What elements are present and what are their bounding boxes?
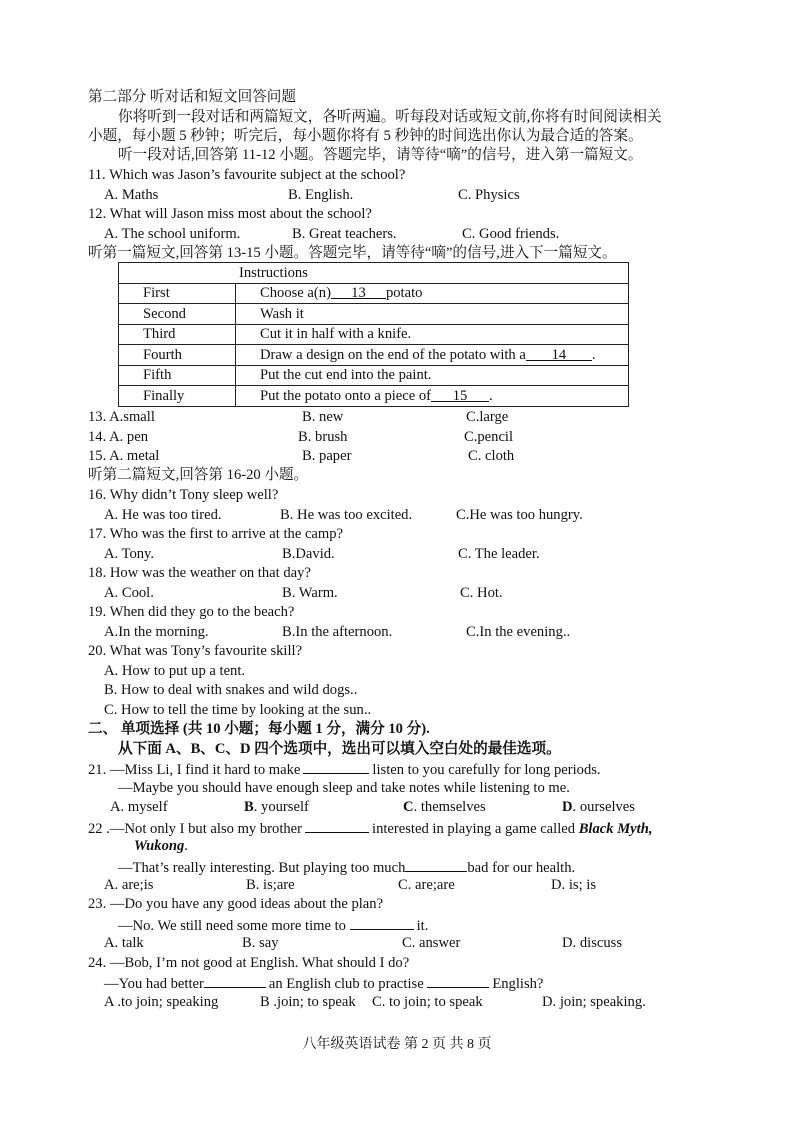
- table-header: Instructions: [119, 263, 629, 284]
- table-row: [119, 386, 629, 407]
- q20-stem: 20. What was Tony’s favourite skill?: [88, 643, 303, 659]
- q20-option-b: B. How to deal with snakes and wild dogs..: [104, 682, 358, 698]
- q19-option-b: B.In the afternoon.: [282, 624, 393, 640]
- q22-line-1-cont: Wukong.: [134, 838, 188, 854]
- q15-option-a: 15. A. metal: [88, 448, 160, 464]
- q18-option-c: C. Hot.: [460, 585, 503, 601]
- q21-option-c: C. themselves: [403, 799, 486, 815]
- step-label: Fourth: [119, 345, 236, 366]
- step-text: Choose a(n) 13 potato: [236, 283, 629, 304]
- q15-option-b: B. paper: [302, 448, 352, 464]
- section-heading: 第二部分 听对话和短文回答问题: [88, 89, 296, 105]
- q21-line-2: —Maybe you should have enough sleep and take notes while listening to me.: [118, 780, 570, 796]
- q22-option-d: D. is; is: [551, 877, 597, 893]
- step-label: Finally: [119, 386, 236, 407]
- q21-line-1: 21. —Miss Li, I find it hard to make listen to you carefully for long periods.: [88, 759, 601, 778]
- answer-blank-15: 15: [431, 387, 489, 402]
- q19-option-c: C.In the evening..: [466, 624, 571, 640]
- answer-blank-13: 13: [331, 284, 386, 299]
- game-title: Black Myth,: [578, 821, 653, 837]
- step-text: Put the cut end into the paint.: [236, 365, 629, 386]
- step-label: Third: [119, 324, 236, 345]
- q12-option-b: B. Great teachers.: [292, 226, 397, 242]
- q16-stem: 16. Why didn’t Tony sleep well?: [88, 487, 279, 503]
- step-label: Second: [119, 304, 236, 325]
- answer-blank: [303, 759, 369, 774]
- q24-option-b: B .join; to speak: [260, 994, 356, 1010]
- step-label: First: [119, 283, 236, 304]
- page-footer: 八年级英语试卷 第 2 页 共 8 页: [302, 1037, 492, 1052]
- table-row: [119, 283, 629, 304]
- q18-option-b: B. Warm.: [282, 585, 338, 601]
- q21-option-d: D. ourselves: [562, 799, 635, 815]
- q20-option-a: A. How to put up a tent.: [104, 663, 246, 679]
- q11-option-a: A. Maths: [104, 187, 159, 203]
- step-text: Draw a design on the end of the potato with a 14 .: [236, 345, 629, 366]
- q18-option-a: A. Cool.: [104, 585, 154, 601]
- q24-line-2: —You had better an English club to practise English?: [104, 973, 543, 992]
- q12-stem: 12. What will Jason miss most about the school?: [88, 206, 372, 222]
- q17-option-a: A. Tony.: [104, 546, 155, 562]
- q21-option-a: A. myself: [110, 799, 168, 815]
- step-text: Put the potato onto a piece of 15 .: [236, 386, 629, 407]
- q22-option-c: C. are;are: [398, 877, 455, 893]
- q22-line-2: —That’s really interesting. But playing too much bad for our health.: [118, 857, 575, 876]
- q23-option-c: C. answer: [402, 935, 461, 951]
- q24-option-c: C. to join; to speak: [372, 994, 483, 1010]
- mc-section-instruction: 从下面 A、B、C、D 四个选项中，选出可以填入空白处的最佳选项。: [118, 741, 561, 757]
- answer-blank: [427, 973, 489, 988]
- intro-line-1: 你将听到一段对话和两篇短文，各听两遍。听每段对话或短文前,你将有时间阅读相关: [118, 109, 662, 125]
- q22-option-a: A. are;is: [104, 877, 154, 893]
- answer-blank: [350, 915, 414, 930]
- q11-option-b: B. English.: [288, 187, 354, 203]
- passage2-note: 听第二篇短文,回答第 16-20 小题。: [88, 467, 309, 483]
- q15-option-c: C. cloth: [468, 448, 515, 464]
- q23-option-d: D. discuss: [562, 935, 622, 951]
- q14-option-a: 14. A. pen: [88, 429, 148, 445]
- q13-option-a: 13. A.small: [88, 409, 155, 425]
- intro-line-2: 小题，每小题 5 秒钟；听完后，每小题你将有 5 秒钟的时间选出你认为最合适的答案。: [88, 128, 643, 144]
- q12-option-a: A. The school uniform.: [104, 226, 241, 242]
- q19-stem: 19. When did they go to the beach?: [88, 604, 295, 620]
- q22-line-1: 22 .—Not only I but also my brother interested in playing a game called Black Myth,: [88, 818, 652, 837]
- q24-option-a: A .to join; speaking: [104, 994, 219, 1010]
- q23-line-1: 23. —Do you have any good ideas about the plan?: [88, 896, 384, 912]
- answer-blank: [305, 818, 369, 833]
- q22-option-b: B. is;are: [246, 877, 295, 893]
- step-text: Wash it: [236, 304, 629, 325]
- q19-option-a: A.In the morning.: [104, 624, 209, 640]
- q21-option-b: B. yourself: [244, 799, 309, 815]
- q24-option-d: D. join; speaking.: [542, 994, 646, 1010]
- q17-option-c: C. The leader.: [458, 546, 540, 562]
- q16-option-c: C.He was too hungry.: [456, 507, 583, 523]
- mc-section-heading: 二、 单项选择 (共 10 小题；每小题 1 分，满分 10 分).: [88, 721, 430, 737]
- table-row: [119, 345, 629, 366]
- table-row: [119, 324, 629, 345]
- answer-blank-14: 14: [526, 346, 592, 361]
- q24-line-1: 24. —Bob, I’m not good at English. What should I do?: [88, 955, 410, 971]
- q18-stem: 18. How was the weather on that day?: [88, 565, 311, 581]
- q16-option-b: B. He was too excited.: [280, 507, 413, 523]
- q20-option-c: C. How to tell the time by looking at the sun..: [104, 702, 372, 718]
- q16-option-a: A. He was too tired.: [104, 507, 222, 523]
- q11-stem: 11. Which was Jason’s favourite subject at the school?: [88, 167, 406, 183]
- step-label: Fifth: [119, 365, 236, 386]
- table-row: [119, 365, 629, 386]
- passage1-note: 听第一篇短文,回答第 13-15 小题。答题完毕，请等待“嘀”的信号,进入下一篇短文。: [88, 245, 617, 261]
- table-row: [119, 304, 629, 325]
- q14-option-c: C.pencil: [464, 429, 514, 445]
- answer-blank: [204, 973, 266, 988]
- q12-option-c: C. Good friends.: [462, 226, 560, 242]
- q13-option-b: B. new: [302, 409, 344, 425]
- q17-stem: 17. Who was the first to arrive at the camp?: [88, 526, 344, 542]
- instructions-table: [118, 262, 629, 407]
- q23-line-2: —No. We still need some more time to it.: [118, 915, 428, 934]
- answer-blank: [405, 857, 467, 872]
- q23-option-a: A. talk: [104, 935, 144, 951]
- q23-option-b: B. say: [242, 935, 279, 951]
- q17-option-b: B.David.: [282, 546, 335, 562]
- q14-option-b: B. brush: [298, 429, 348, 445]
- q13-option-c: C.large: [466, 409, 509, 425]
- intro-line-3: 听一段对话,回答第 11-12 小题。答题完毕，请等待“嘀”的信号，进入第一篇短文。: [118, 147, 643, 163]
- step-text: Cut it in half with a knife.: [236, 324, 629, 345]
- q11-option-c: C. Physics: [458, 187, 520, 203]
